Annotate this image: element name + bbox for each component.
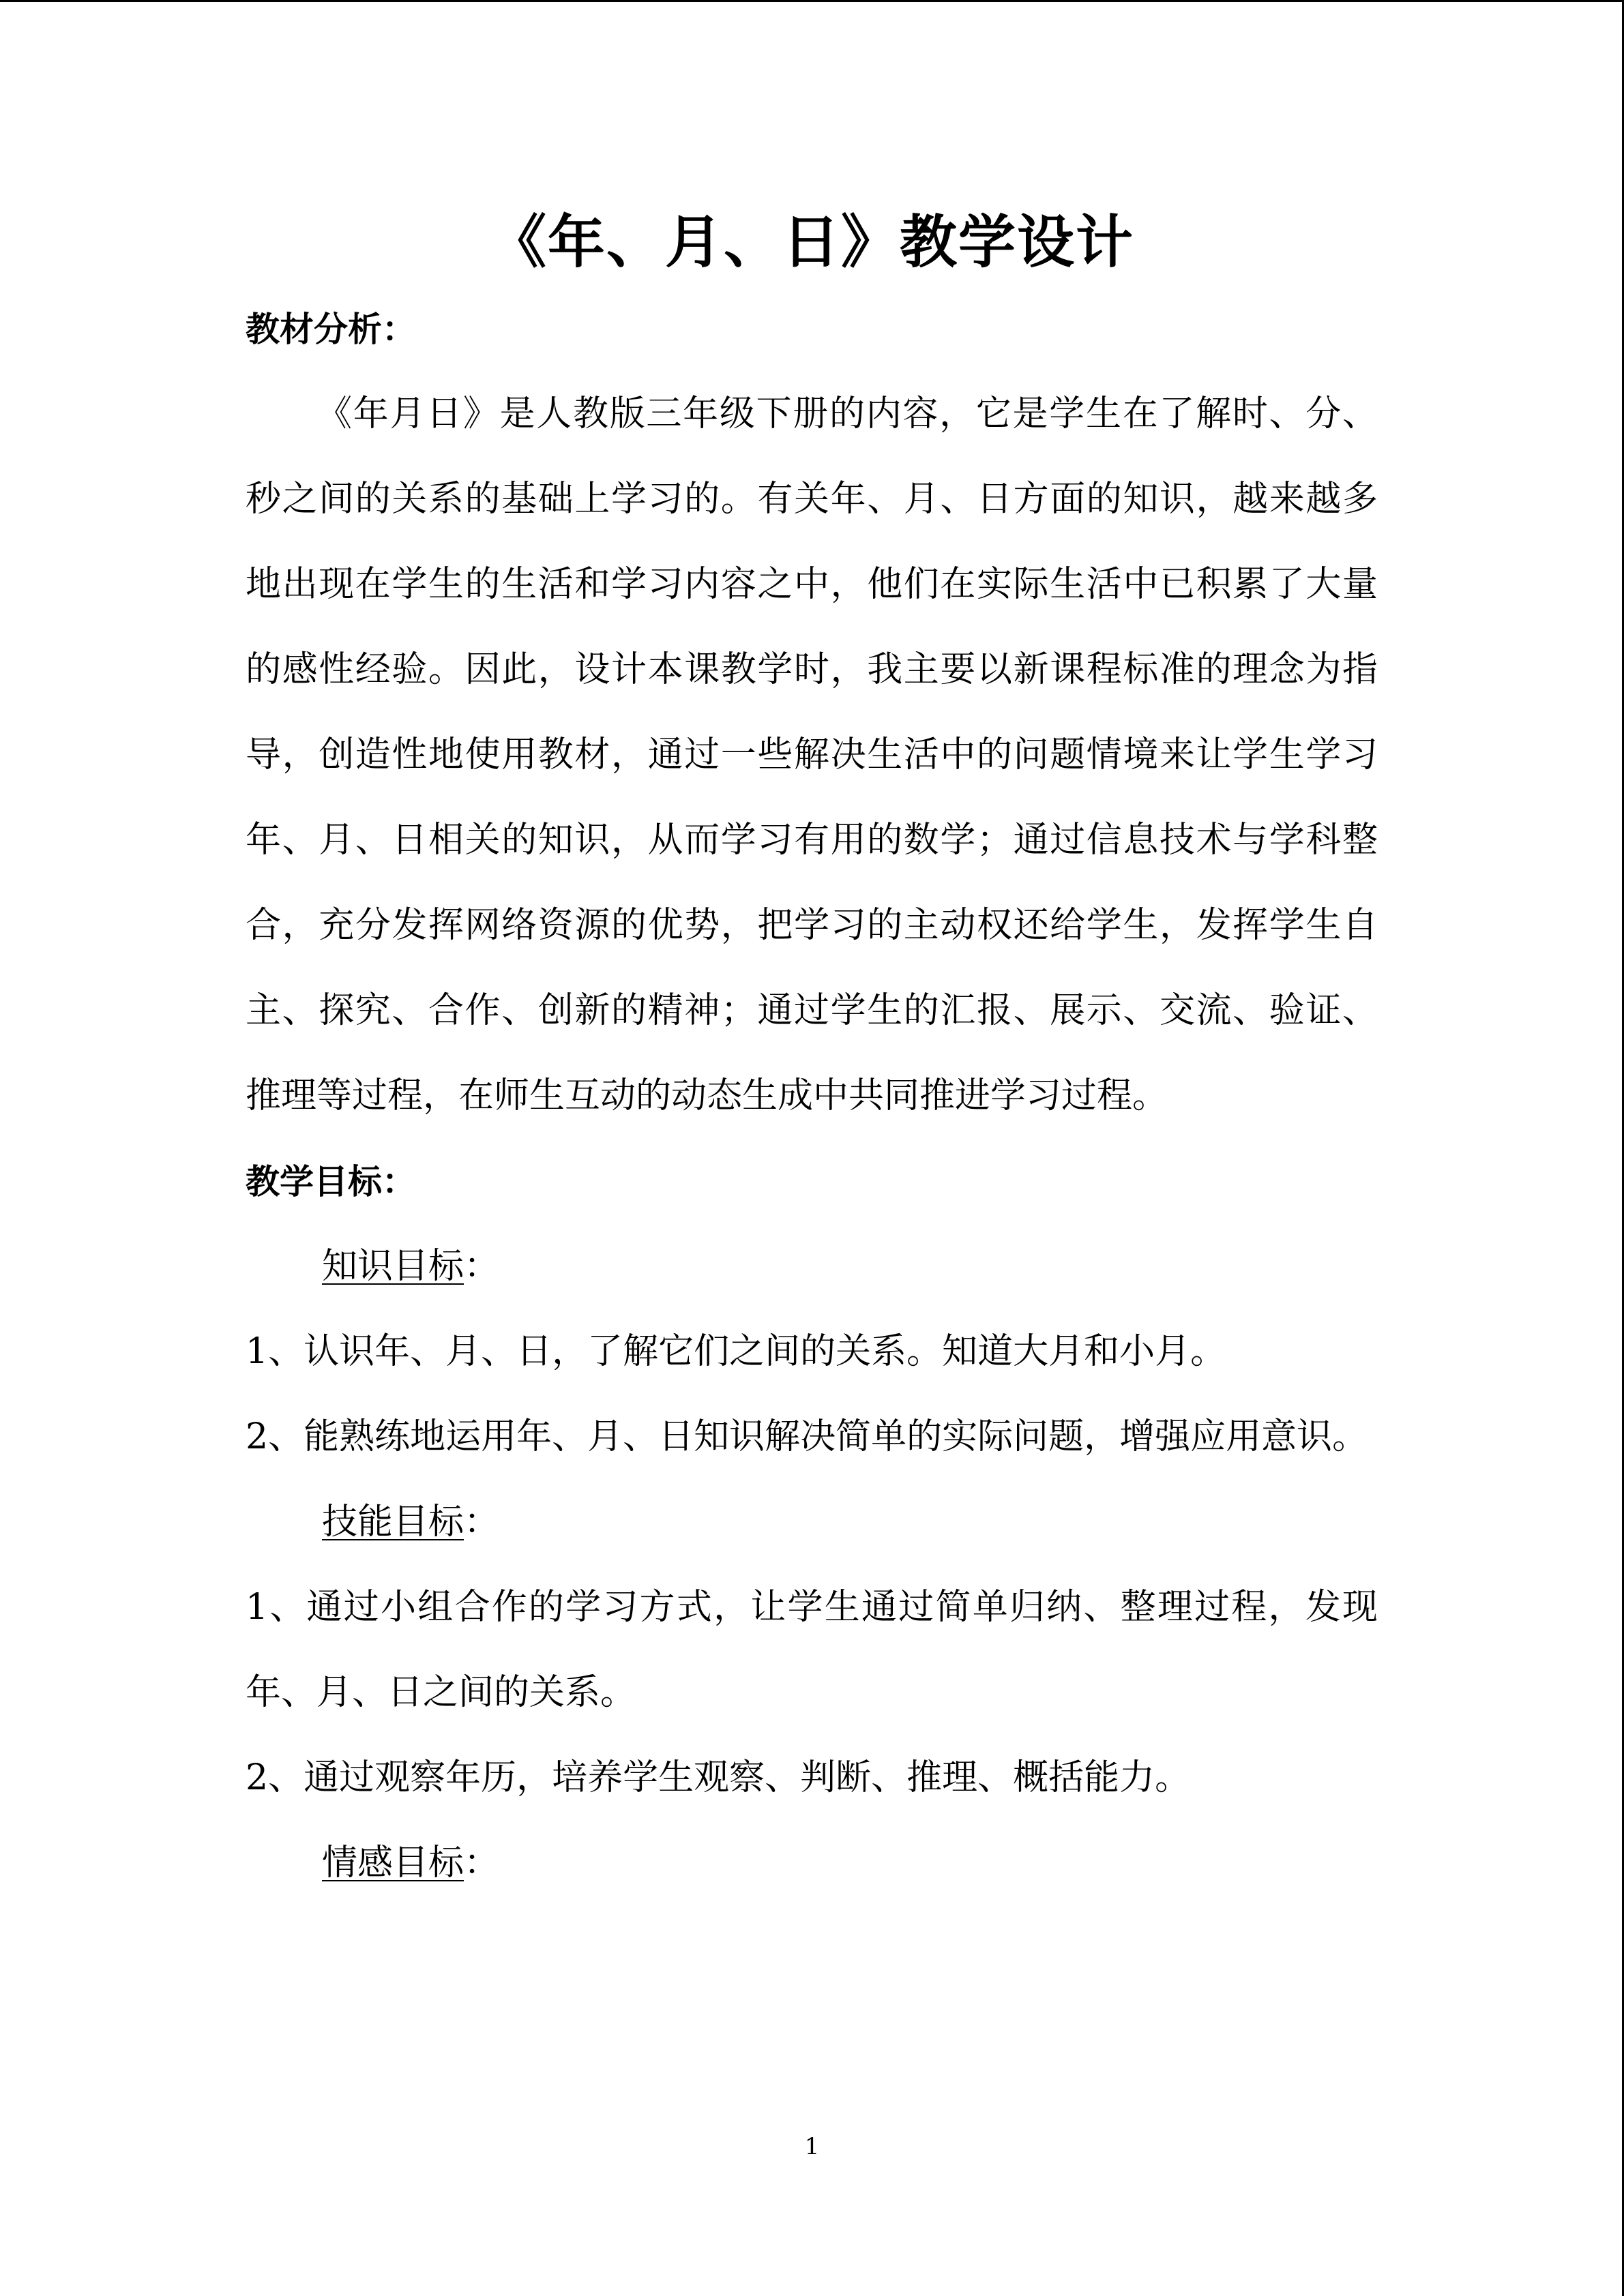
knowledge-goal-colon: ： <box>464 1246 500 1287</box>
analysis-paragraph: 《年月日》是人教版三年级下册的内容，它是学生在了解时、分、秒之间的关系的基础上学习的。有关年、月、日方面的知识，越来越多地出现在学生的生活和学习内容之中，他们在实际生活中已积累了大量的感性经验。因此，设计本课教学时，我主要以新课程标准的理念为指导，创造性地使用教材，通过一些解决生活中的问题情境来让学生学习年、月、日相关的知识，从而学习有用的数学；通过信息技术与学科整合，充分发挥网络资源的优势，把学习的主动权还给学生，发挥学生自主、探究、合作、创新的精神；通过学生的汇报、展示、交流、验证、推理等过程，在师生互动的动态生成中共同推进学习过程。 <box>246 393 1378 1116</box>
skill-goal-label: 技能目标 <box>322 1502 464 1542</box>
knowledge-goal-item-2: 2、能熟练地运用年、月、日知识解决简单的实际问题，增强应用意识。 <box>246 1416 1368 1457</box>
document-body <box>246 198 1378 1906</box>
skill-goal-item-1: 1、通过小组合作的学习方式，让学生通过简单归纳、整理过程，发现年、月、日之间的关系。 <box>246 1587 1378 1713</box>
emotion-goal-label: 情感目标 <box>322 1843 464 1883</box>
goals-heading: 教学目标： <box>246 1161 416 1202</box>
knowledge-goal-label: 知识目标 <box>322 1246 464 1287</box>
knowledge-goal-item-1: 1、认识年、月、日，了解它们之间的关系。知道大月和小月。 <box>246 1331 1226 1372</box>
emotion-goal-heading <box>246 1821 1378 1906</box>
skill-goal-item-2: 2、通过观察年历，培养学生观察、判断、推理、概括能力。 <box>246 1757 1191 1798</box>
knowledge-goal-heading <box>246 1224 1378 1309</box>
document-title: 《年、月、日》教学设计 <box>488 208 1134 275</box>
page-number: 1 <box>804 2133 820 2160</box>
skill-goal-colon: ： <box>464 1502 500 1542</box>
page-top-border <box>0 0 1624 2</box>
emotion-goal-colon: ： <box>464 1843 500 1883</box>
analysis-heading: 教材分析： <box>246 309 416 349</box>
skill-goal-heading <box>246 1480 1378 1565</box>
